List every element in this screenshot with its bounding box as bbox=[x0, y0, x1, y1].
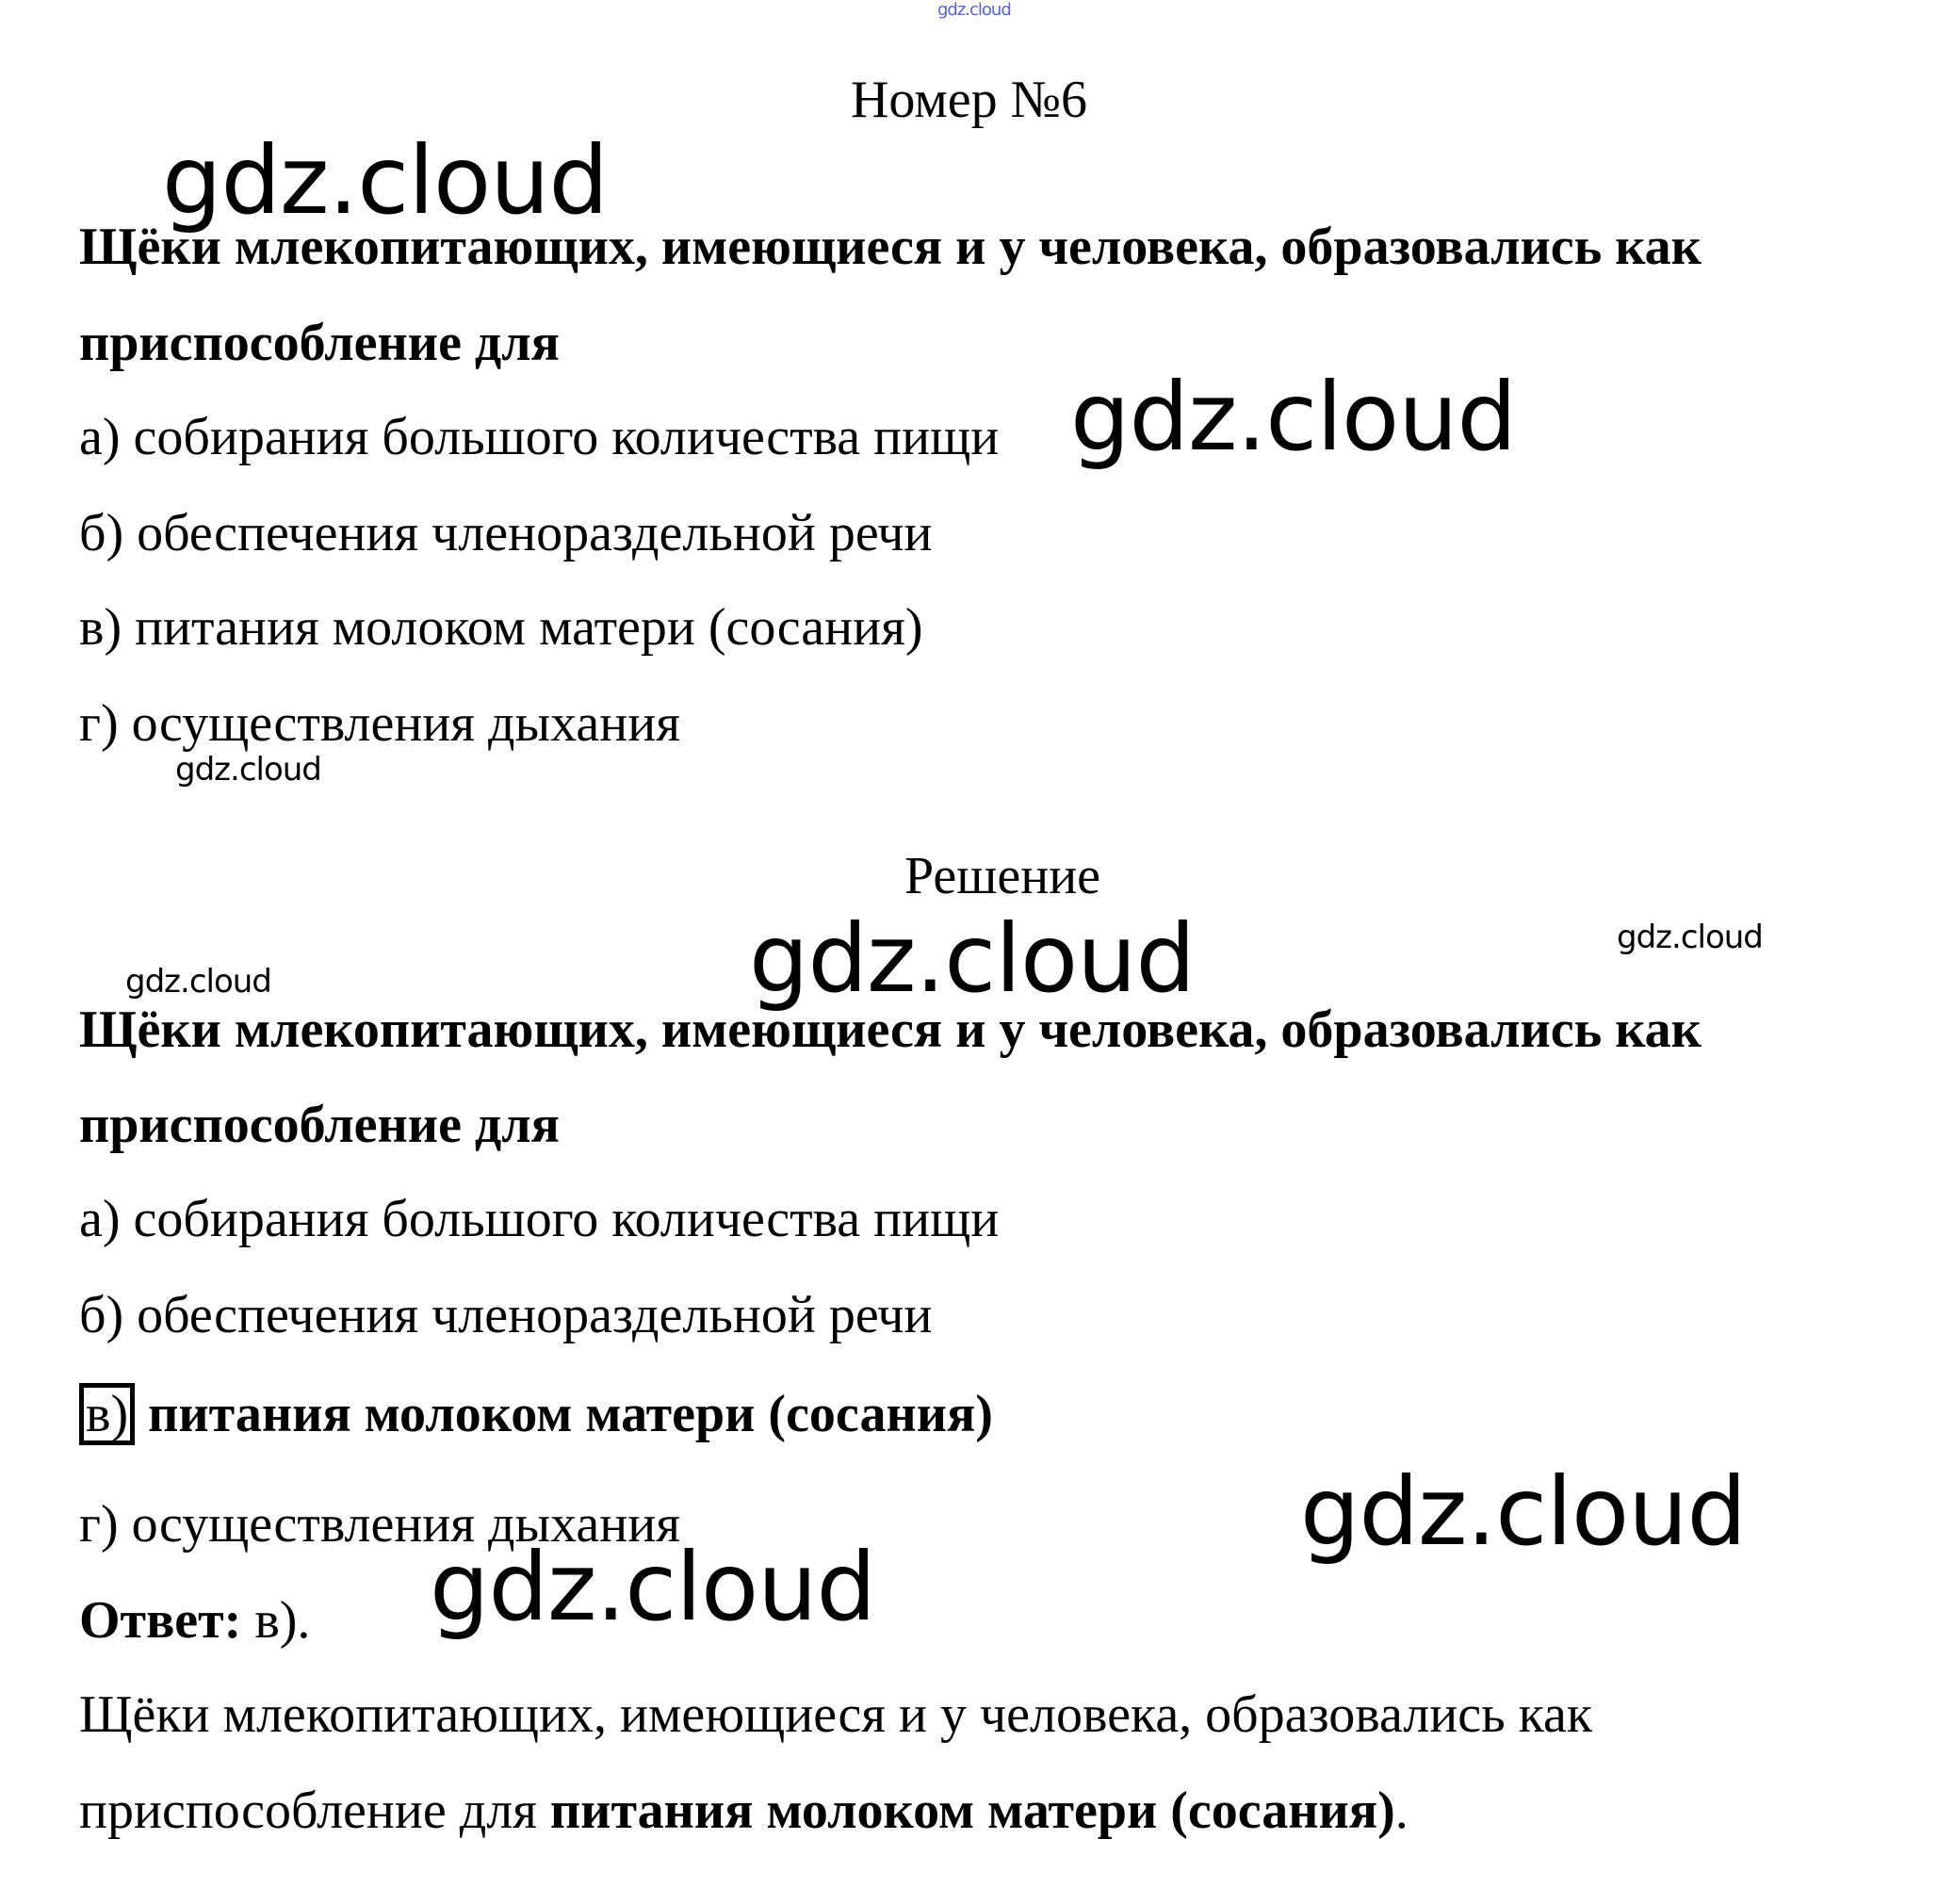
watermark-top: gdz.cloud bbox=[937, 0, 1011, 20]
answer-label: Ответ: bbox=[79, 1591, 242, 1650]
explanation-end: . bbox=[1394, 1782, 1409, 1840]
explanation-plain: приспособление для bbox=[79, 1782, 550, 1840]
watermark-1: gdz.cloud bbox=[162, 125, 609, 236]
solution-line-1: Щёки млекопитающих, имеющиеся и у человека, образовались как bbox=[79, 1001, 1702, 1059]
page-title: Номер №6 bbox=[850, 71, 1088, 129]
explanation-line-1: Щёки млекопитающих, имеющиеся и у человека, образовались как bbox=[79, 1685, 1593, 1744]
solution-option-a: а) собирания большого количества пищи bbox=[79, 1190, 1000, 1248]
solution-option-c bbox=[79, 1383, 993, 1445]
solution-heading: Решение bbox=[904, 847, 1101, 905]
watermark-5: gdz.cloud bbox=[125, 963, 271, 1001]
watermark-4: gdz.cloud bbox=[1617, 919, 1763, 956]
answer-value: в). bbox=[241, 1591, 311, 1650]
question-option-d: г) осуществления дыхания bbox=[79, 694, 680, 753]
answer-line bbox=[79, 1591, 311, 1650]
question-option-c: в) питания молоком матери (сосания) bbox=[79, 598, 923, 657]
solution-option-b: б) обеспечения членораздельной речи bbox=[79, 1286, 933, 1344]
watermark-6: gdz.cloud bbox=[749, 903, 1196, 1014]
watermark-3: gdz.cloud bbox=[175, 751, 321, 789]
watermark-7: gdz.cloud bbox=[1300, 1456, 1747, 1567]
solution-line-2: приспособление для bbox=[79, 1096, 560, 1154]
explanation-line-2 bbox=[79, 1782, 1409, 1840]
question-line-2: приспособление для bbox=[79, 314, 560, 372]
question-option-a: а) собирания большого количества пищи bbox=[79, 408, 1000, 466]
explanation-bold: питания молоком матери (сосания) bbox=[549, 1782, 1395, 1840]
question-line-1: Щёки млекопитающих, имеющиеся и у человека, образовались как bbox=[79, 218, 1702, 276]
watermark-8: gdz.cloud bbox=[430, 1532, 876, 1642]
answer-marker-box: в) bbox=[79, 1383, 135, 1445]
watermark-2: gdz.cloud bbox=[1070, 362, 1517, 472]
solution-option-d: г) осуществления дыхания bbox=[79, 1495, 680, 1554]
question-option-b: б) обеспечения членораздельной речи bbox=[79, 504, 933, 562]
solution-option-c-text: питания молоком матери (сосания) bbox=[148, 1385, 993, 1443]
